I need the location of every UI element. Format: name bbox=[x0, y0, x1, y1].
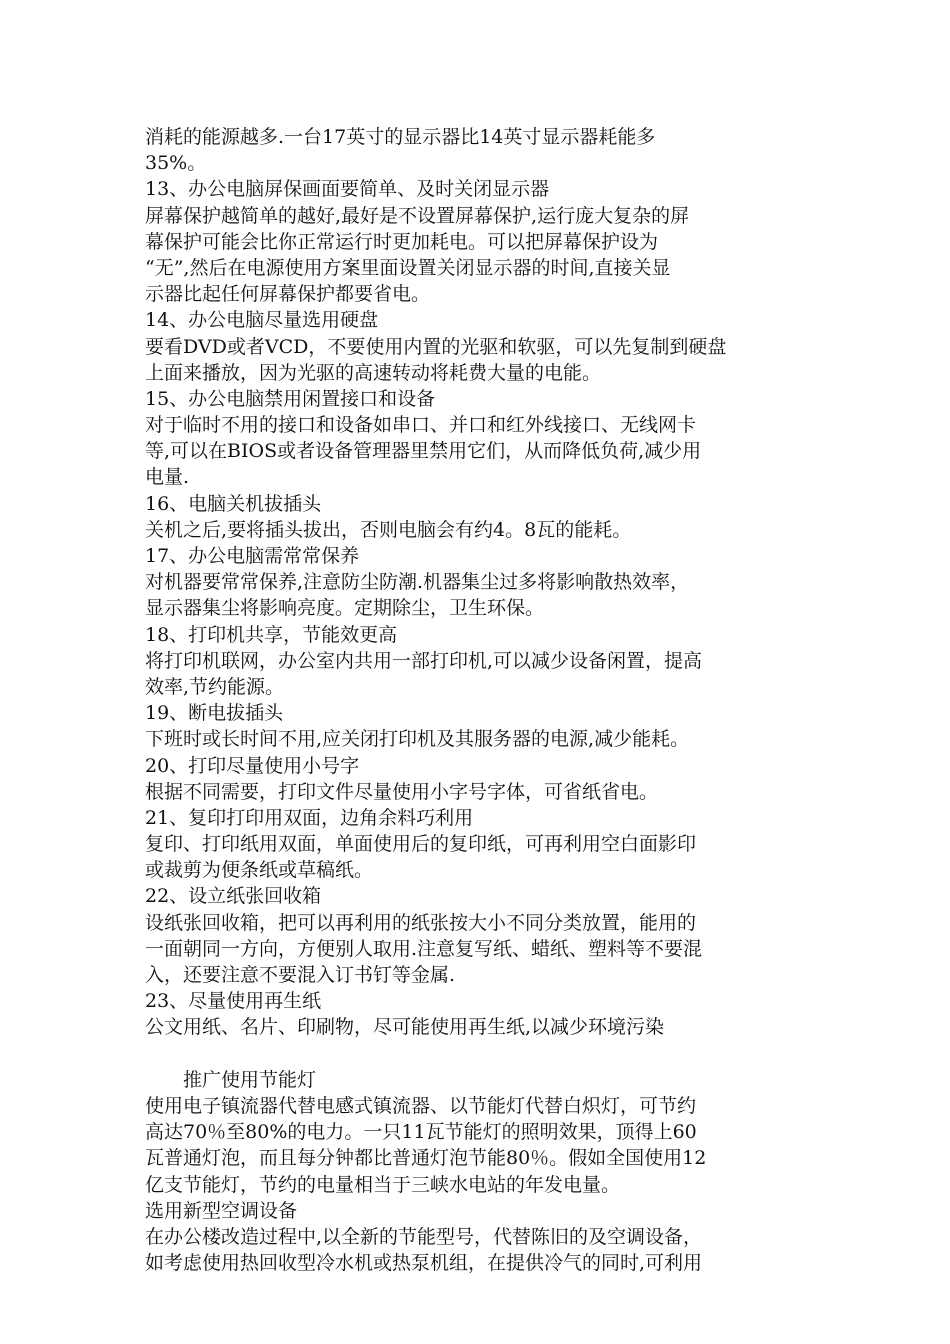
text-line: 入，还要注意不要混入订书钉等金属. bbox=[145, 964, 456, 986]
text-line: 复印、打印纸用双面，单面使用后的复印纸，可再利用空白面影印 bbox=[145, 833, 697, 856]
text-line: 显示器集尘将影响亮度。定期除尘，卫生环保。 bbox=[145, 597, 545, 620]
text-line: 等,可以在BIOS或者设备管理器里禁用它们，从而降低负荷,减少用 bbox=[145, 440, 702, 463]
text-line: 上面来播放，因为光驱的高速转动将耗费大量的电能。 bbox=[145, 361, 602, 384]
section-heading: 19、断电拔插头 bbox=[145, 702, 284, 725]
text-line: 对于临时不用的接口和设备如串口、并口和红外线接口、无线网卡 bbox=[145, 414, 697, 437]
text-line: 消耗的能源越多.一台17英寸的显示器比14英寸显示器耗能多 bbox=[145, 126, 656, 148]
text-line: 公文用纸、名片、印刷物，尽可能使用再生纸,以减少环境污染 bbox=[145, 1016, 665, 1039]
text-line: 下班时或长时间不用,应关闭打印机及其服务器的电源,减少能耗。 bbox=[145, 728, 690, 751]
section-heading: 13、办公电脑屏保画面要简单、及时关闭显示器 bbox=[145, 178, 550, 201]
text-line: 使用电子镇流器代替电感式镇流器、以节能灯代替白炽灯，可节约 bbox=[145, 1094, 697, 1117]
text-line: 设纸张回收箱，把可以再利用的纸张按大小不同分类放置，能用的 bbox=[145, 911, 697, 934]
text-line: 关机之后,要将插头拔出，否则电脑会有约4。8瓦的能耗。 bbox=[145, 518, 632, 541]
section-heading: 15、办公电脑禁用闲置接口和设备 bbox=[145, 387, 436, 410]
text-line: 电量. bbox=[145, 466, 190, 489]
text-line: 效率,节约能源。 bbox=[145, 675, 285, 698]
section-heading: 20、打印尽量使用小号字 bbox=[145, 754, 360, 777]
text-line: 一面朝同一方向，方便别人取用.注意复写纸、蜡纸、塑料等不要混 bbox=[145, 937, 703, 960]
section-heading: 21、复印打印用双面，边角余料巧利用 bbox=[145, 806, 474, 829]
text-line: 高达70％至80%的电力。一只11瓦节能灯的照明效果，顶得上60 bbox=[145, 1121, 697, 1144]
text-line: 对机器要常常保养,注意防尘防潮.机器集尘过多将影响散热效率， bbox=[145, 571, 690, 594]
text-line: 幕保护可能会比你正常运行时更加耗电。可以把屏幕保护设为 bbox=[145, 230, 659, 253]
text-line: 如考虑使用热回收型冷水机或热泵机组，在提供冷气的同时,可利用 bbox=[145, 1252, 703, 1275]
section-heading: 22、设立纸张回收箱 bbox=[145, 885, 322, 908]
text-line: 亿支节能灯，节约的电量相当于三峡水电站的年发电量。 bbox=[145, 1173, 621, 1196]
text-line: 要看DVD或者VCD，不要使用内置的光驱和软驱，可以先复制到硬盘 bbox=[145, 335, 727, 358]
text-line: 或裁剪为便条纸或草稿纸。 bbox=[145, 859, 374, 882]
text-line: 35%。 bbox=[145, 152, 207, 175]
text-line: 根据不同需要，打印文件尽量使用小字号字体，可省纸省电。 bbox=[145, 780, 659, 803]
paragraph-spacer bbox=[145, 1041, 817, 1067]
section-heading: 17、办公电脑需常常保养 bbox=[145, 545, 360, 567]
text-line: 瓦普通灯泡，而且每分钟都比普通灯泡节能80％。假如全国使用12 bbox=[145, 1147, 707, 1170]
document-body bbox=[145, 124, 817, 1276]
section-heading: 14、办公电脑尽量选用硬盘 bbox=[145, 309, 379, 332]
section-heading: 选用新型空调设备 bbox=[145, 1199, 298, 1222]
text-line: “无”,然后在电源使用方案里面设置关闭显示器的时间,直接关显 bbox=[145, 256, 671, 279]
section-heading: 推广使用节能灯 bbox=[183, 1068, 317, 1091]
text-line: 在办公楼改造过程中,以全新的节能型号，代替陈旧的及空调设备， bbox=[145, 1225, 703, 1248]
text-line: 将打印机联网，办公室内共用一部打印机,可以减少设备闲置，提高 bbox=[145, 649, 703, 672]
section-heading: 23、尽量使用再生纸 bbox=[145, 990, 322, 1013]
text-line: 屏幕保护越简单的越好,最好是不设置屏幕保护,运行庞大复杂的屏 bbox=[145, 204, 690, 227]
section-heading: 16、电脑关机拔插头 bbox=[145, 492, 322, 515]
section-heading: 18、打印机共享，节能效更高 bbox=[145, 623, 398, 646]
text-line: 示器比起任何屏幕保护都要省电。 bbox=[145, 283, 431, 306]
